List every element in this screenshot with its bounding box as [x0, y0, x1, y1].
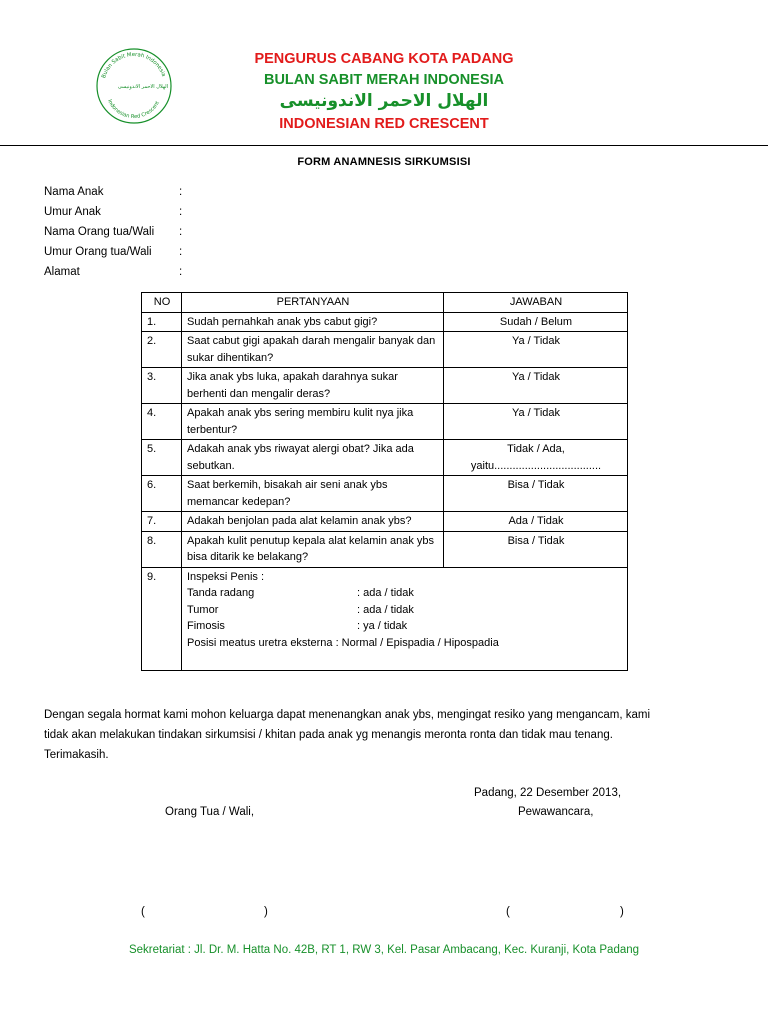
row-answer: Bisa / Tidak	[444, 476, 628, 512]
row-answer: Bisa / Tidak	[444, 531, 628, 567]
table-row	[142, 312, 628, 332]
table-row	[142, 404, 628, 440]
field-colon: :	[179, 206, 183, 218]
row-question: Sudah pernahkah anak ybs cabut gigi?	[182, 312, 444, 332]
table-row	[142, 368, 628, 404]
field-label-alamat: Alamat	[44, 266, 80, 278]
inspection-title: Inspeksi Penis :	[187, 570, 265, 583]
place-date: Padang, 22 Desember 2013,	[474, 787, 622, 799]
row-no: 3.	[142, 368, 182, 404]
signature-left-open-paren: (	[141, 906, 145, 918]
table-row	[142, 512, 628, 532]
field-colon: :	[179, 246, 183, 258]
row-answer: Tidak / Ada, yaitu...................................	[444, 440, 628, 476]
header-divider	[0, 145, 768, 146]
org-name-arabic: الهلال الاحمر الاندونيسى	[279, 91, 489, 111]
row-question: Apakah anak ybs sering membiru kulit nya jika terbentur?	[182, 404, 444, 440]
table-row	[142, 440, 628, 476]
inspection-cell	[182, 567, 628, 670]
row-question: Saat cabut gigi apakah darah mengalir banyak dan sukar dihentikan?	[182, 332, 444, 368]
row-answer: Ya / Tidak	[444, 332, 628, 368]
org-name-english: INDONESIAN RED CRESCENT	[279, 116, 489, 132]
row-question: Apakah kulit penutup kepala alat kelamin anak ybs bisa ditarik ke belakang?	[182, 531, 444, 567]
field-label-umur-orangtua: Umur Orang tua/Wali	[44, 246, 152, 258]
row-no: 2.	[142, 332, 182, 368]
org-branch-title: PENGURUS CABANG KOTA PADANG	[254, 51, 514, 67]
statement-line: Terimakasih.	[44, 749, 109, 761]
inspection-item	[187, 618, 623, 635]
row-answer: Ya / Tidak	[444, 404, 628, 440]
row-no: 9.	[142, 567, 182, 670]
row-question: Adakah benjolan pada alat kelamin anak ybs?	[182, 512, 444, 532]
statement-paragraph	[44, 705, 724, 765]
row-answer: Ya / Tidak	[444, 368, 628, 404]
inspection-meatus: Posisi meatus uretra eksterna : Normal / Epispadia / Hipospadia	[187, 636, 499, 649]
inspection-item-label: Fimosis	[187, 620, 225, 632]
inspection-item-value: : ya / tidak	[357, 620, 408, 632]
secretariat-address: Sekretariat : Jl. Dr. M. Hatta No. 42B, RT 1, RW 3, Kel. Pasar Ambacang, Kec. Kuranji, Kota Padang	[128, 944, 640, 956]
logo-text-top: Bulan Sabit Merah Indonesia	[101, 51, 167, 80]
row-no: 6.	[142, 476, 182, 512]
signature-left-close-paren: )	[264, 906, 268, 918]
table-row	[142, 531, 628, 567]
signature-left-label: Orang Tua / Wali,	[165, 806, 255, 818]
inspection-item-label: Tumor	[187, 603, 219, 616]
statement-line: tidak akan melakukan tindakan sirkumsisi / khitan pada anak yg menangis meronta ronta dan tidak mau tenang.	[44, 729, 613, 741]
table-row-inspection	[142, 567, 628, 670]
row-no: 5.	[142, 440, 182, 476]
form-title: FORM ANAMNESIS SIRKUMSISI	[297, 156, 471, 168]
field-label-nama-orangtua: Nama Orang tua/Wali	[44, 226, 155, 238]
inspection-item-label: Tanda radang	[187, 587, 255, 599]
logo-arabic: الهلال الاحمر الاندونيسى	[117, 84, 169, 90]
signature-right-open-paren: (	[506, 906, 510, 918]
field-colon: :	[179, 226, 183, 238]
statement-line: Dengan segala hormat kami mohon keluarga dapat menenangkan anak ybs, mengingat resiko yang mengancam, kami	[44, 709, 651, 721]
signature-right-close-paren: )	[620, 906, 624, 918]
row-no: 7.	[142, 512, 182, 532]
row-no: 4.	[142, 404, 182, 440]
table-row	[142, 476, 628, 512]
org-name: BULAN SABIT MERAH INDONESIA	[263, 72, 505, 88]
anamnesis-table	[141, 292, 628, 671]
row-answer: Ada / Tidak	[444, 512, 628, 532]
field-colon: :	[179, 186, 183, 198]
inspection-item-value: : ada / tidak	[357, 587, 414, 599]
header-question: PERTANYAAN	[182, 293, 444, 313]
field-label-umur-anak: Umur Anak	[44, 206, 101, 218]
inspection-item	[187, 602, 623, 619]
row-no: 8.	[142, 531, 182, 567]
inspection-item-value: : ada / tidak	[357, 603, 414, 616]
table-row	[142, 332, 628, 368]
table-header-row	[142, 293, 628, 313]
row-question: Saat berkemih, bisakah air seni anak ybs memancar kedepan?	[182, 476, 444, 512]
row-answer: Sudah / Belum	[444, 312, 628, 332]
header-no: NO	[142, 293, 182, 313]
header-answer: JAWABAN	[444, 293, 628, 313]
row-question: Jika anak ybs luka, apakah darahnya sukar berhenti dan mengalir deras?	[182, 368, 444, 404]
signature-right-label: Pewawancara,	[518, 806, 594, 818]
row-no: 1.	[142, 312, 182, 332]
field-label-nama-anak: Nama Anak	[44, 186, 104, 198]
inspection-item	[187, 585, 623, 602]
logo-text-bottom: Indonesian Red Crescent	[106, 98, 161, 121]
row-question: Adakah anak ybs riwayat alergi obat? Jika ada sebutkan.	[182, 440, 444, 476]
field-colon: :	[179, 266, 183, 278]
